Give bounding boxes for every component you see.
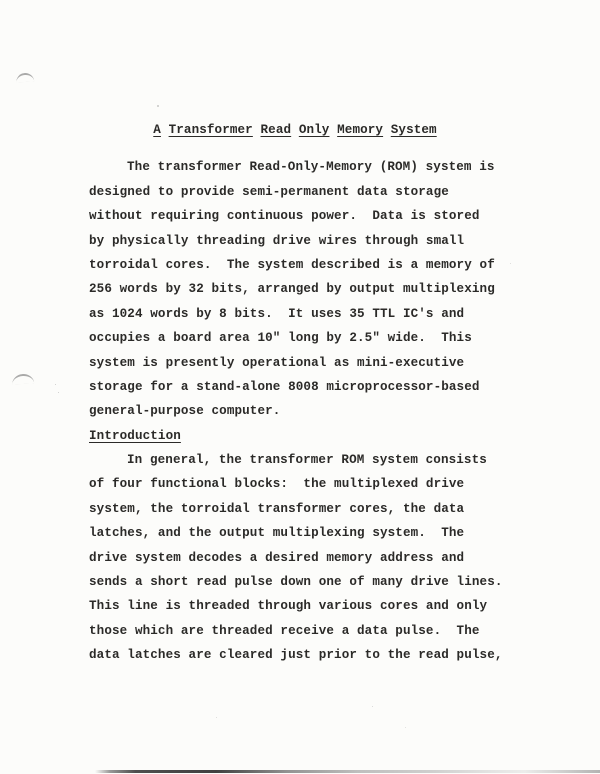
text-line: sends a short read pulse down one of many drive lines. <box>89 575 503 590</box>
text-line: This line is threaded through various cores and only <box>89 599 488 614</box>
text-line: system, the torroidal transformer cores, the data <box>89 501 465 516</box>
text-line: designed to provide semi-permanent data storage <box>89 184 449 199</box>
scan-speck <box>58 392 59 393</box>
section-heading: Introduction <box>89 428 181 443</box>
text-line: those which are threaded receive a data pulse. The <box>89 623 480 638</box>
paragraph-1 <box>89 155 501 423</box>
text-line: data latches are cleared just prior to the read pulse, <box>89 648 503 663</box>
text-line: drive system decodes a desired memory address and <box>89 550 465 565</box>
document-title: A Transformer Read Only Memory System <box>153 123 437 137</box>
scan-edge-shadow <box>95 770 600 773</box>
scan-speck <box>55 384 56 385</box>
text-line: latches, and the output multiplexing system. The <box>89 526 465 541</box>
text-line: by physically threading drive wires through small <box>89 233 465 248</box>
text-line: of four functional blocks: the multiplexed drive <box>89 477 465 492</box>
scan-speck <box>372 706 373 707</box>
text-line: 256 words by 32 bits, arranged by output multiplexing <box>89 282 495 297</box>
scan-speck <box>157 105 159 107</box>
text-line: general-purpose computer. <box>89 404 281 419</box>
pencil-mark <box>12 373 34 384</box>
scan-speck <box>216 717 217 718</box>
document-content <box>89 118 501 668</box>
pencil-mark <box>16 72 35 82</box>
text-line: without requiring continuous power. Data is stored <box>89 209 480 224</box>
text-line: system is presently operational as mini-executive <box>89 355 465 370</box>
text-line: occupies a board area 10" long by 2.5" wide. This <box>89 331 472 346</box>
scan-speck <box>510 263 511 264</box>
text-line: as 1024 words by 8 bits. It uses 35 TTL IC's and <box>89 306 465 321</box>
paragraph-2 <box>89 448 501 668</box>
text-line: The transformer Read-Only-Memory (ROM) system is <box>127 160 495 175</box>
text-line: torroidal cores. The system described is a memory of <box>89 257 495 272</box>
text-line: In general, the transformer ROM system consists <box>127 453 487 468</box>
text-line: storage for a stand-alone 8008 microprocessor-based <box>89 379 480 394</box>
scan-speck <box>405 727 406 728</box>
